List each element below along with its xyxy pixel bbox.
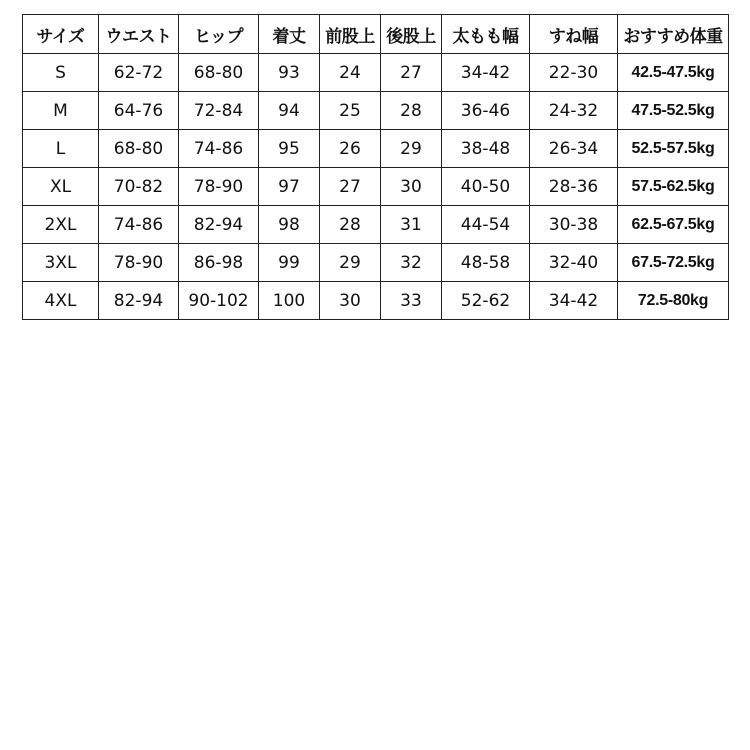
cell-front-rise: 26 [320, 130, 381, 168]
cell-thigh-width: 34-42 [442, 54, 530, 92]
cell-shin-width: 34-42 [530, 282, 618, 320]
cell-back-rise: 29 [381, 130, 442, 168]
cell-thigh-width: 36-46 [442, 92, 530, 130]
cell-hip: 72-84 [179, 92, 259, 130]
table-row [23, 92, 729, 130]
cell-recommended-weight: 52.5-57.5kg [618, 130, 729, 168]
table-row [23, 130, 729, 168]
cell-recommended-weight: 47.5-52.5kg [618, 92, 729, 130]
cell-waist: 62-72 [99, 54, 179, 92]
cell-length: 99 [259, 244, 320, 282]
cell-thigh-width: 48-58 [442, 244, 530, 282]
cell-thigh-width: 44-54 [442, 206, 530, 244]
header-row [23, 15, 729, 54]
header-recommended-weight: おすすめ体重 [618, 15, 729, 54]
cell-size: 2XL [23, 206, 99, 244]
cell-hip: 68-80 [179, 54, 259, 92]
cell-back-rise: 33 [381, 282, 442, 320]
cell-hip: 86-98 [179, 244, 259, 282]
cell-thigh-width: 38-48 [442, 130, 530, 168]
header-waist: ウエスト [99, 15, 179, 54]
cell-recommended-weight: 67.5-72.5kg [618, 244, 729, 282]
cell-back-rise: 32 [381, 244, 442, 282]
cell-back-rise: 27 [381, 54, 442, 92]
header-front-rise: 前股上 [320, 15, 381, 54]
cell-hip: 82-94 [179, 206, 259, 244]
cell-thigh-width: 40-50 [442, 168, 530, 206]
cell-length: 100 [259, 282, 320, 320]
cell-size: M [23, 92, 99, 130]
cell-back-rise: 28 [381, 92, 442, 130]
cell-hip: 90-102 [179, 282, 259, 320]
cell-size: 3XL [23, 244, 99, 282]
table-row [23, 282, 729, 320]
cell-size: S [23, 54, 99, 92]
cell-waist: 82-94 [99, 282, 179, 320]
cell-waist: 78-90 [99, 244, 179, 282]
cell-waist: 64-76 [99, 92, 179, 130]
cell-shin-width: 28-36 [530, 168, 618, 206]
cell-recommended-weight: 62.5-67.5kg [618, 206, 729, 244]
cell-shin-width: 22-30 [530, 54, 618, 92]
cell-length: 98 [259, 206, 320, 244]
cell-recommended-weight: 72.5-80kg [618, 282, 729, 320]
cell-waist: 68-80 [99, 130, 179, 168]
table-row [23, 244, 729, 282]
cell-size: XL [23, 168, 99, 206]
cell-shin-width: 30-38 [530, 206, 618, 244]
cell-length: 97 [259, 168, 320, 206]
header-back-rise: 後股上 [381, 15, 442, 54]
cell-length: 93 [259, 54, 320, 92]
table-row [23, 168, 729, 206]
header-length: 着丈 [259, 15, 320, 54]
cell-hip: 78-90 [179, 168, 259, 206]
cell-waist: 70-82 [99, 168, 179, 206]
cell-front-rise: 28 [320, 206, 381, 244]
header-size: サイズ [23, 15, 99, 54]
cell-size: L [23, 130, 99, 168]
cell-front-rise: 27 [320, 168, 381, 206]
cell-shin-width: 24-32 [530, 92, 618, 130]
cell-front-rise: 30 [320, 282, 381, 320]
cell-recommended-weight: 42.5-47.5kg [618, 54, 729, 92]
size-chart-table [22, 14, 729, 320]
header-shin-width: すね幅 [530, 15, 618, 54]
cell-hip: 74-86 [179, 130, 259, 168]
cell-waist: 74-86 [99, 206, 179, 244]
header-thigh-width: 太もも幅 [442, 15, 530, 54]
cell-shin-width: 26-34 [530, 130, 618, 168]
header-hip: ヒップ [179, 15, 259, 54]
cell-shin-width: 32-40 [530, 244, 618, 282]
cell-thigh-width: 52-62 [442, 282, 530, 320]
cell-length: 95 [259, 130, 320, 168]
cell-front-rise: 24 [320, 54, 381, 92]
cell-back-rise: 31 [381, 206, 442, 244]
cell-front-rise: 29 [320, 244, 381, 282]
cell-length: 94 [259, 92, 320, 130]
cell-recommended-weight: 57.5-62.5kg [618, 168, 729, 206]
cell-front-rise: 25 [320, 92, 381, 130]
cell-size: 4XL [23, 282, 99, 320]
cell-back-rise: 30 [381, 168, 442, 206]
table-row [23, 54, 729, 92]
table-row [23, 206, 729, 244]
